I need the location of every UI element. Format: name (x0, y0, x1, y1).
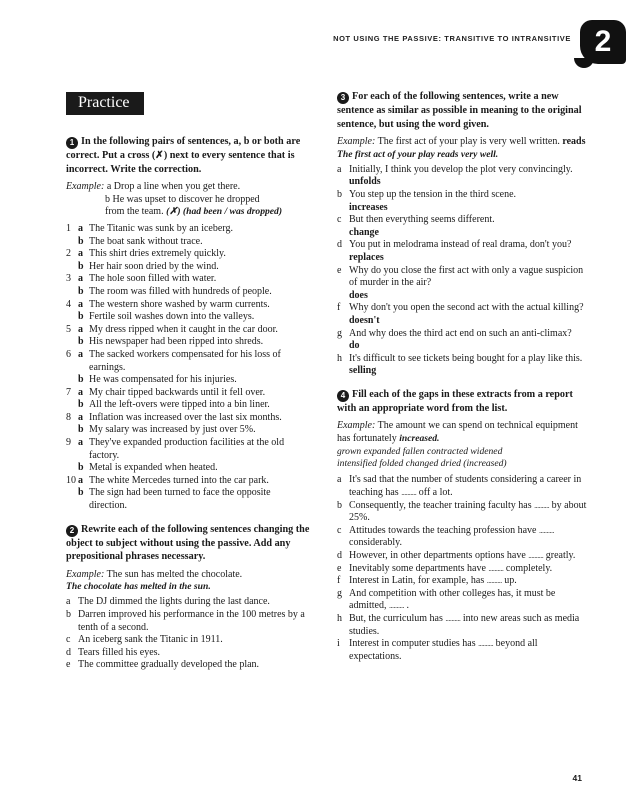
page-number: 41 (572, 773, 582, 783)
exercise-item (66, 387, 310, 400)
exercise-3-instruction: 3 For each of the following sentences, write a new sentence as similar as possible in meaning to the original sentence, but using the word given. (337, 91, 582, 130)
item-text: An iceberg sank the Titanic in 1911. (78, 634, 223, 646)
item-text-before-gap: Attitudes towards the teaching profession have (349, 524, 537, 536)
item-number: 8 (66, 411, 71, 423)
item-letter: h (337, 613, 342, 624)
exercise-1 (66, 135, 310, 513)
item-text: The Titanic was sunk by an iceberg. (89, 222, 233, 234)
exercise-item (66, 634, 310, 647)
exercise-item (337, 239, 587, 252)
item-number: 10 (66, 474, 76, 486)
given-word: doesn't (349, 314, 380, 326)
item-letter: a (78, 437, 83, 449)
item-text: The room was filled with hundreds of people. (89, 285, 272, 297)
word-list: grown expanded fallen contracted widened (337, 445, 503, 457)
item-letter: b (78, 235, 84, 247)
item-text-before-gap: However, in other departments options have (349, 550, 526, 562)
exercise-2-instruction: 2 Rewrite each of the following sentences changing the object to subject without using the passive. Add any prepositional phrases necessary. (66, 523, 310, 563)
given-word: increases (349, 201, 388, 213)
exercise-item (66, 349, 310, 374)
item-number: 2 (66, 248, 71, 260)
item-letter: b (78, 399, 84, 411)
exercise-item (337, 550, 587, 563)
item-letter: b (337, 188, 342, 200)
item-text (349, 474, 587, 499)
item-letter: b (78, 462, 84, 474)
unit-badge (580, 20, 626, 64)
exercise-item (66, 286, 310, 299)
item-letter: a (78, 411, 83, 423)
practice-heading: Practice (66, 92, 144, 115)
item-text: Initially, I think you develop the plot very convincingly. (349, 163, 573, 175)
item-letter: g (337, 327, 342, 339)
item-text-before-gap: Interest in computer studies has (349, 638, 476, 650)
exercise-item (66, 324, 310, 337)
exercise-item (66, 236, 310, 249)
item-text: The sacked workers compensated for his loss of earnings. (89, 348, 281, 373)
item-text-before-gap: It's sad that the number of students considering a career in teaching has (349, 474, 582, 499)
exercise-item (66, 475, 310, 488)
item-letter: e (66, 659, 71, 671)
item-text-before-gap: Consequently, the teacher training faculty has (349, 499, 532, 511)
item-text (349, 550, 587, 563)
gap-blank[interactable]: .......... (538, 525, 554, 535)
given-word: unfolds (349, 176, 381, 188)
exercise-2-items (66, 596, 310, 672)
exercise-1-items (66, 223, 310, 513)
item-letter: b (66, 609, 71, 620)
item-letter: a (66, 596, 71, 608)
item-text-after-gap: off a lot. (418, 487, 453, 499)
exercise-item (66, 299, 310, 312)
exercise-item (66, 596, 310, 609)
gap-blank[interactable]: .......... (389, 601, 404, 611)
item-text: They've expanded production facilities at the old factory. (89, 437, 285, 461)
item-text-before-gap: Inevitably some departments have (349, 562, 486, 574)
item-text-after-gap: greatly. (545, 550, 576, 562)
exercise-item (337, 638, 587, 663)
gap-blank[interactable]: .......... (486, 576, 502, 586)
exercise-item (66, 412, 310, 425)
item-letter: a (337, 163, 342, 175)
item-text: My dress ripped when it caught in the car door. (89, 323, 278, 335)
item-text-after-gap: completely. (505, 562, 553, 574)
exercise-item (337, 302, 587, 315)
gap-blank[interactable]: .......... (445, 614, 461, 623)
item-text: You step up the tension in the third scene. (349, 188, 517, 200)
item-letter: b (78, 424, 84, 436)
item-number (66, 236, 78, 249)
exercise-1-example: Example: a Drop a line when you get there. b He was upset to discover he dropped from the team. (✗) (had been / was dropped) (66, 181, 283, 218)
exercise-item (337, 474, 587, 499)
item-letter: b (337, 499, 342, 511)
item-text: And why does the third act end on such an anti-climax? (349, 327, 572, 339)
left-column (66, 90, 310, 682)
item-letter: a (78, 298, 83, 310)
item-text: But then everything seems different. (349, 214, 495, 226)
exercise-item (337, 214, 587, 227)
exercise-number-badge: 2 (66, 525, 78, 537)
item-text: Her hair soon dried by the wind. (89, 260, 219, 272)
exercise-item (66, 437, 310, 462)
item-text: Why don't you open the second act with the actual killing? (349, 302, 584, 314)
item-text (349, 575, 587, 588)
item-text: Darren improved his performance in the 100 metres by a tenth of a second. (78, 609, 305, 633)
item-letter: c (337, 524, 342, 536)
right-column (337, 90, 587, 673)
exercise-item (66, 647, 310, 660)
item-text-before-gap: And competition with other colleges has, it must be admitted, (349, 587, 556, 612)
item-letter: a (78, 273, 83, 285)
item-text: His newspaper had been ripped into shreds. (89, 336, 264, 348)
item-text-after-gap: up. (504, 575, 517, 587)
item-letter: b (78, 374, 84, 386)
exercise-4 (337, 388, 587, 664)
running-header: NOT USING THE PASSIVE: TRANSITIVE TO INTRANSITIVE (333, 34, 571, 43)
item-text: My salary was increased by just over 5%. (89, 424, 256, 436)
item-text-after-gap: . (406, 600, 409, 612)
item-letter: b (78, 311, 84, 323)
item-letter: a (78, 386, 83, 398)
exercise-number-badge: 1 (66, 137, 78, 149)
item-letter: f (337, 575, 341, 587)
item-letter: h (337, 352, 342, 364)
item-text-before-gap: But, the curriculum has (349, 613, 443, 624)
item-number (66, 424, 78, 437)
item-letter: a (78, 222, 83, 234)
exercise-item (66, 609, 310, 634)
item-letter: a (78, 348, 83, 360)
item-text (349, 500, 587, 525)
item-number: 5 (66, 323, 71, 335)
item-letter: d (337, 550, 342, 562)
item-text: The sign had been turned to face the opposite direction. (89, 487, 271, 512)
item-text: Tears filled his eyes. (78, 646, 161, 658)
item-text-after-gap: by about 25%. (349, 499, 587, 524)
item-number: 4 (66, 298, 71, 310)
item-text: My chair tipped backwards until it fell over. (89, 386, 266, 398)
exercise-item (66, 248, 310, 261)
item-text-after-gap: considerably. (349, 537, 402, 549)
item-letter: b (78, 260, 84, 272)
item-text (349, 563, 587, 576)
item-text (349, 525, 587, 550)
item-text: Metal is expanded when heated. (89, 462, 218, 474)
word-list: intensified folded changed dried (increased) (337, 458, 507, 470)
item-number (66, 261, 78, 274)
item-text: The white Mercedes turned into the car park. (89, 474, 269, 486)
exercise-3-items (337, 164, 587, 378)
item-letter: b (78, 285, 84, 297)
exercise-item (66, 374, 310, 387)
given-word: does (349, 289, 368, 301)
exercise-item (337, 164, 587, 177)
item-text: The western shore washed by warm currents. (89, 298, 270, 310)
given-word: do (349, 340, 360, 352)
item-text-before-gap: Interest in Latin, for example, has (349, 575, 485, 587)
item-text: Inflation was increased over the last six months. (89, 411, 282, 423)
exercise-item (337, 613, 587, 638)
item-text-after-gap: into new areas such as media studies. (349, 613, 580, 637)
gap-blank[interactable]: .......... (488, 563, 504, 573)
given-word: replaces (349, 251, 384, 263)
item-letter: b (78, 487, 84, 499)
item-number (66, 286, 78, 299)
item-letter: a (337, 474, 342, 486)
exercise-item (337, 328, 587, 341)
item-text: Fertile soil washes down into the valleys. (89, 311, 255, 323)
gap-blank[interactable]: .......... (528, 551, 544, 561)
exercise-item (337, 525, 587, 550)
item-text: You put in melodrama instead of real drama, don't you? (349, 239, 572, 251)
item-text: The committee gradually developed the plan. (78, 659, 260, 671)
exercise-item (66, 424, 310, 437)
exercise-item (66, 336, 310, 349)
item-number (66, 336, 78, 349)
item-number (66, 487, 78, 512)
item-text (349, 613, 587, 638)
given-word: selling (349, 365, 377, 377)
exercise-item (66, 311, 310, 324)
item-letter: i (337, 638, 340, 650)
exercise-4-instruction: 4 Fill each of the gaps in these extracts from a report with an appropriate word from the list. (337, 388, 573, 414)
item-letter: c (337, 214, 342, 226)
item-text: He was compensated for his injuries. (89, 374, 237, 386)
exercise-number-badge: 4 (337, 390, 349, 402)
exercise-item (66, 487, 310, 512)
item-letter: c (66, 634, 71, 646)
gap-blank[interactable]: .......... (534, 500, 550, 510)
gap-blank[interactable]: .......... (401, 488, 417, 498)
exercise-item (337, 265, 587, 290)
exercise-4-items (337, 474, 587, 663)
unit-number: 2 (594, 25, 612, 58)
item-letter: a (78, 323, 83, 335)
gap-blank[interactable]: .......... (478, 639, 494, 649)
item-number (66, 311, 78, 324)
item-text: All the left-overs were tipped into a bin liner. (89, 399, 270, 411)
item-number: 9 (66, 437, 71, 449)
item-letter: e (337, 562, 342, 574)
item-number: 3 (66, 273, 71, 285)
exercise-1-instruction: 1 In the following pairs of sentences, a, b or both are correct. Put a cross (✗) next to every sentence that is incorrect. Write the correction. (66, 136, 301, 175)
item-number (66, 374, 78, 387)
item-text (349, 588, 587, 613)
exercise-number-badge: 3 (337, 92, 349, 104)
item-text: The hole soon filled with water. (89, 273, 217, 285)
exercise-item (337, 500, 587, 525)
given-word: change (349, 226, 379, 238)
item-text: The boat sank without trace. (89, 235, 203, 247)
exercise-item (66, 261, 310, 274)
exercise-2-example: Example: The sun has melted the chocolate. The chocolate has melted in the sun. (66, 568, 243, 593)
item-text: The DJ dimmed the lights during the last dance. (78, 596, 270, 608)
item-text: This shirt dries extremely quickly. (89, 248, 226, 260)
item-letter: a (78, 248, 83, 260)
exercise-item (66, 462, 310, 475)
exercise-item (66, 399, 310, 412)
item-number: 1 (66, 222, 71, 234)
exercise-2 (66, 523, 310, 672)
exercise-3-example: Example: The first act of your play is very well written. reads The first act of your play reads very well. (337, 136, 586, 160)
exercise-item (337, 588, 587, 613)
item-letter: d (66, 646, 71, 658)
exercise-item (66, 659, 310, 672)
item-letter: d (337, 239, 342, 251)
item-text: Why do you close the first act with only a vague suspicion of murder in the air? (349, 264, 584, 289)
item-text (349, 638, 587, 663)
item-letter: a (78, 474, 83, 486)
item-number: 7 (66, 386, 71, 398)
item-text-after-gap: beyond all expectations. (349, 638, 538, 662)
exercise-item (337, 575, 587, 588)
item-number (66, 462, 78, 475)
item-letter: f (337, 302, 341, 314)
exercise-item (337, 189, 587, 202)
exercise-4-example: Example: The amount we can spend on technical equipment has fortunately increased. grown expanded fallen contracted widened intensified folded changed dried (increased) (337, 420, 587, 470)
item-letter: b (78, 336, 84, 348)
item-letter: e (337, 264, 342, 276)
exercise-item (66, 273, 310, 286)
exercise-item (337, 353, 587, 366)
item-number (66, 399, 78, 412)
item-letter: g (337, 587, 342, 599)
item-number: 6 (66, 348, 71, 360)
exercise-item (66, 223, 310, 236)
exercise-3 (337, 90, 587, 378)
item-text: It's difficult to see tickets being bought for a play like this. (349, 352, 583, 364)
exercise-item (337, 563, 587, 576)
